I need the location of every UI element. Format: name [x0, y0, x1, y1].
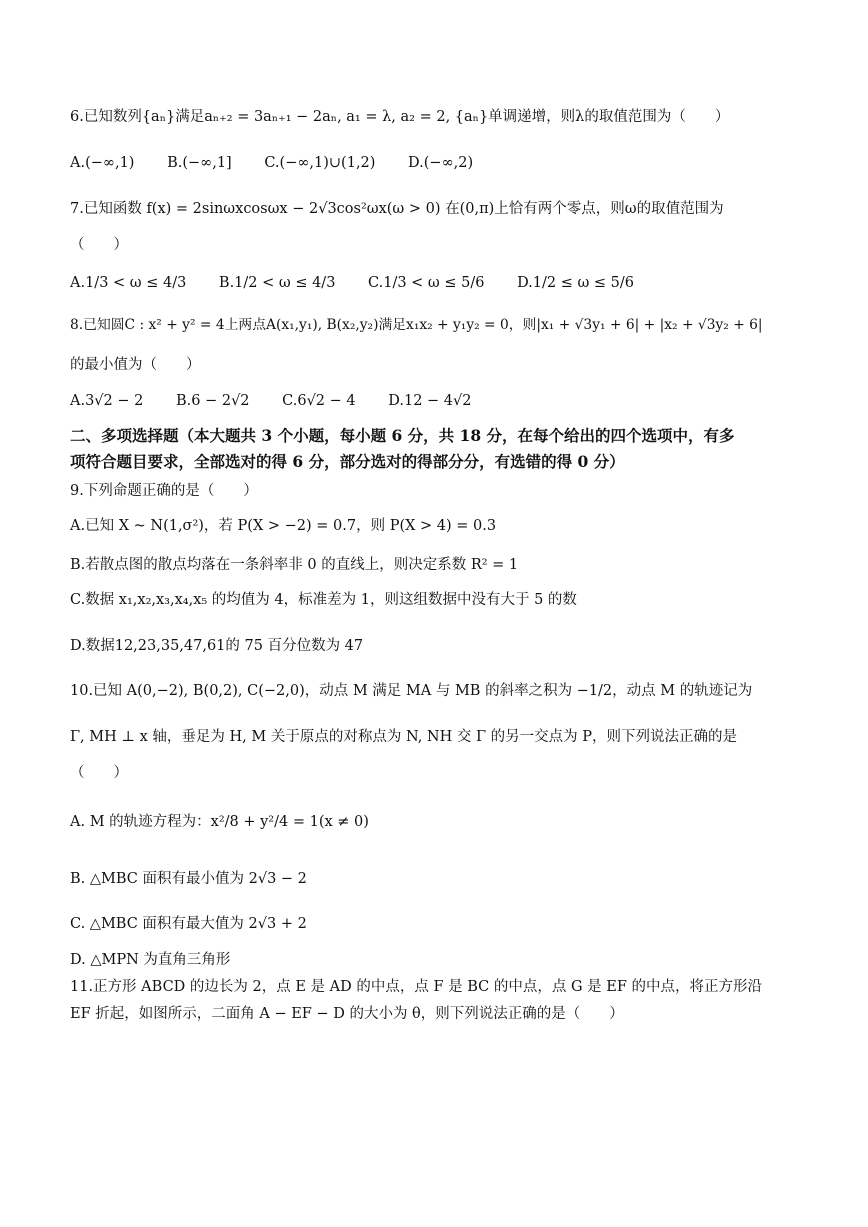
q11-stem-line2: EF 折起，如图所示，二面角 A − EF − D 的大小为 θ，则下列说法正确的是（ ） — [70, 1006, 624, 1022]
q8-option-c: C.6√2 − 4 — [282, 393, 356, 409]
q6-option-c: C.(−∞,1)∪(1,2) — [264, 155, 376, 171]
q7-option-b: B.1/2 < ω ≤ 4/3 — [218, 275, 336, 291]
q8-options — [70, 390, 499, 412]
section2-heading-line2: 项符合题目要求，全部选对的得 6 分，部分选对的得部分分，有选错的得 0 分） — [70, 452, 625, 471]
q7-stem: 7.已知函数 f(x) = 2sinωxcosωx − 2√3cos²ωx(ω > 0) 在(0,π)上恰有两个零点，则ω的取值范围为 — [70, 201, 724, 217]
q8-option-b: B.6 − 2√2 — [175, 393, 250, 409]
q9-option-d: D.数据12,23,35,47,61的 75 百分位数为 47 — [70, 638, 364, 654]
q9-option-c: C.数据 x₁,x₂,x₃,x₄,x₅ 的均值为 4，标准差为 1，则这组数据中没有大于 5 的数 — [70, 592, 577, 608]
q6-option-a: A.(−∞,1) — [70, 155, 135, 171]
q8-option-a: A.3√2 − 2 — [70, 393, 144, 409]
q8-stem: 8.已知圆C : x² + y² = 4上两点A(x₁,y₁), B(x₂,y₂)满足x₁x₂ + y₁y₂ = 0，则|x₁ + √3y₁ + 6| + |x₂ + √3y₂ + 6| — [70, 317, 763, 333]
q6-options — [70, 152, 501, 174]
q10-option-d: D. △MPN 为直角三角形 — [70, 952, 231, 968]
q11-stem-line1: 11.正方形 ABCD 的边长为 2，点 E 是 AD 的中点，点 F 是 BC 的中点，点 G 是 EF 的中点，将正方形沿 — [70, 979, 763, 995]
q10-stem-line1: 10.已知 A(0,−2), B(0,2), C(−2,0)，动点 M 满足 MA 与 MB 的斜率之积为 −1/2，动点 M 的轨迹记为 — [70, 683, 753, 699]
q7-option-a: A.1/3 < ω ≤ 4/3 — [70, 275, 187, 291]
q8-option-d: D.12 − 4√2 — [388, 393, 472, 409]
q9-option-a: A.已知 X ~ N(1,σ²)，若 P(X > −2) = 0.7，则 P(X > 4) = 0.3 — [70, 518, 497, 534]
q10-option-c: C. △MBC 面积有最大值为 2√3 + 2 — [70, 916, 307, 932]
q10-option-a: A. M 的轨迹方程为：x²/8 + y²/4 = 1(x ≠ 0) — [70, 814, 369, 830]
q9-option-b: B.若散点图的散点均落在一条斜率非 0 的直线上，则决定系数 R² = 1 — [70, 557, 519, 573]
q6-option-b: B.(−∞,1] — [167, 155, 232, 171]
q6-option-d: D.(−∞,2) — [408, 155, 474, 171]
q10-option-b: B. △MBC 面积有最小值为 2√3 − 2 — [70, 871, 307, 887]
q7-option-c: C.1/3 < ω ≤ 5/6 — [368, 275, 485, 291]
q7-paren: （ ） — [70, 237, 128, 253]
q10-stem-line2: Γ, MH ⊥ x 轴，垂足为 H, M 关于原点的对称点为 N, NH 交 Γ 的另一交点为 P，则下列说法正确的是 — [70, 729, 738, 745]
q6-stem: 6.已知数列{aₙ}满足aₙ₊₂ = 3aₙ₊₁ − 2aₙ, a₁ = λ, a₂ = 2, {aₙ}单调递增，则λ的取值范围为（ ） — [70, 109, 730, 125]
q8-stem2: 的最小值为（ ） — [70, 357, 201, 373]
q10-paren: （ ） — [70, 765, 128, 781]
q9-stem: 9.下列命题正确的是（ ） — [70, 483, 258, 499]
q7-options — [70, 272, 662, 294]
q7-option-d: D.1/2 ≤ ω ≤ 5/6 — [517, 275, 635, 291]
section2-heading-line1: 二、多项选择题（本大题共 3 个小题，每小题 6 分，共 18 分，在每个给出的四个选项中，有多 — [70, 426, 735, 445]
